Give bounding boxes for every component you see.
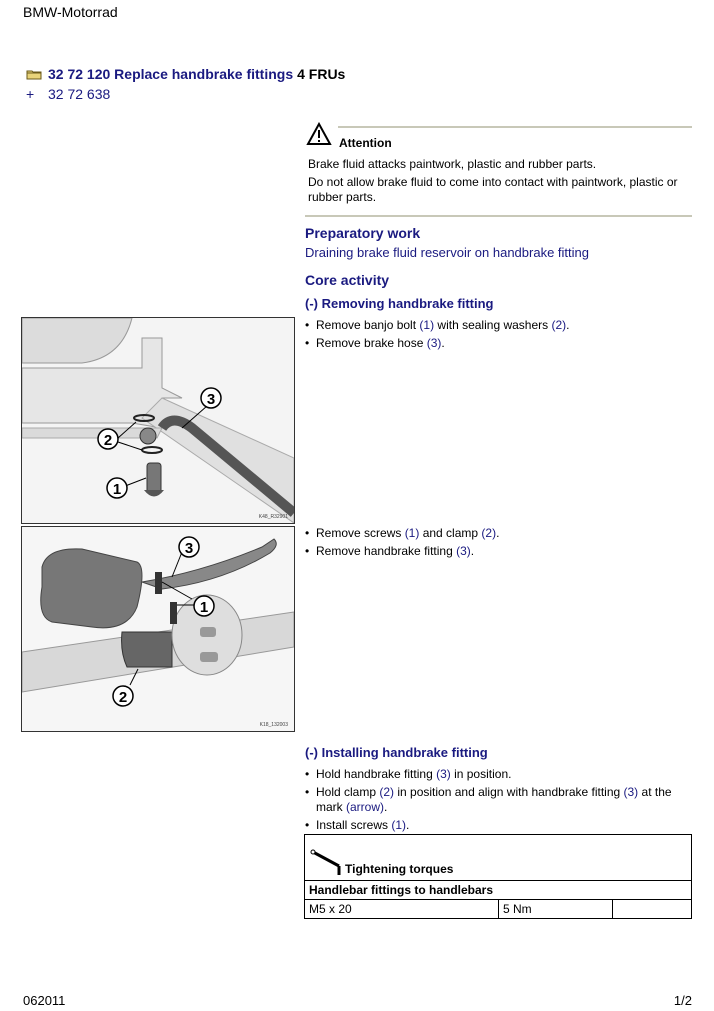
step-text: Remove screws [316,526,405,540]
ref-link[interactable]: (2) [551,318,567,332]
core-heading: Core activity [305,272,390,288]
ref-link[interactable]: (arrow) [346,800,384,814]
callout-3 [179,537,199,557]
expand-plus-icon[interactable]: + [26,86,35,102]
repair-title[interactable] [26,66,345,82]
folder-icon [26,69,42,80]
figure-id: K48_R32901 [258,514,288,520]
ref-link[interactable]: (2) [481,526,497,540]
repair-code-title[interactable]: 32 72 120 Replace handbrake fittings [48,66,294,82]
svg-text:1: 1 [199,599,209,616]
figure-id: K18_132003 [259,722,288,728]
ref-link[interactable]: (1) [391,818,407,832]
step-item [305,785,685,815]
installing-steps [305,767,685,836]
torque-table [304,834,692,919]
ref-link[interactable]: (3) [426,336,442,350]
footer-doc-code: 062011 [23,993,66,1008]
fru-count: 4 FRUs [297,66,346,82]
torque-value: 5 Nm [499,900,613,919]
preparatory-link[interactable]: Draining brake fluid reservoir on handbrake fitting [305,245,589,260]
callout-1 [194,596,214,616]
step-text: Remove brake hose [316,336,427,350]
step-text: Remove handbrake fitting [316,544,457,558]
sub-repair-row[interactable] [26,86,110,102]
warning-triangle-icon [306,122,332,146]
preparatory-heading: Preparatory work [305,225,421,241]
torque-wrench-icon [309,849,349,877]
removing-steps-2 [305,526,685,562]
svg-text:2: 2 [103,432,113,449]
step-item [305,336,685,351]
callout-1 [107,478,127,498]
ref-link[interactable]: (3) [623,785,639,799]
torque-header-cell [305,835,692,881]
step-text: in position. [450,767,512,781]
installing-heading: (-) Installing handbrake fitting [305,745,488,760]
svg-text:1: 1 [112,481,122,498]
callout-2 [113,686,133,706]
ref-link[interactable]: (1) [404,526,420,540]
step-text: Hold clamp [316,785,380,799]
step-item [305,526,685,541]
sub-repair-code[interactable]: 32 72 638 [48,86,111,102]
torque-header-row [305,835,692,881]
attention-title: Attention [339,136,392,150]
step-text: with sealing washers [434,318,552,332]
svg-text:3: 3 [206,391,216,408]
svg-text:3: 3 [184,540,194,557]
attention-bottom-rule [305,215,692,217]
ref-link[interactable]: (3) [436,767,451,781]
callout-3 [201,388,221,408]
figure-banjo-bolt [21,317,295,524]
step-item [305,318,685,333]
ref-link[interactable]: (3) [456,544,471,558]
torque-group-row [305,881,692,900]
brand-header: BMW-Motorrad [23,4,118,20]
attention-line-2: Do not allow brake fluid to come into contact with paintwork, plastic or rubber parts. [308,175,678,204]
step-text: . [566,318,570,332]
torque-title: Tightening torques [345,862,454,876]
step-text: . [470,544,475,558]
callout-2 [98,429,118,449]
step-text: . [496,526,500,540]
ref-link[interactable]: (1) [419,318,435,332]
removing-heading: (-) Removing handbrake fitting [305,296,494,311]
step-text: . [384,800,388,814]
step-text: . [441,336,445,350]
torque-size: M5 x 20 [305,900,499,919]
banjo-bolt-illustration [22,318,294,523]
step-text: . [406,818,410,832]
step-text: and clamp [419,526,482,540]
torque-group: Handlebar fittings to handlebars [305,881,692,900]
step-text: Remove banjo bolt [316,318,420,332]
ref-link[interactable]: (2) [379,785,395,799]
figure-handbrake-clamp [21,526,295,732]
torque-note [613,900,692,919]
step-text: at the mark [316,785,672,814]
table-row [305,900,692,919]
removing-steps-1 [305,318,685,354]
attention-line-1: Brake fluid attacks paintwork, plastic and rubber parts. [308,157,597,171]
step-text: Install screws [316,818,392,832]
footer-page-number: 1/2 [673,993,692,1008]
handbrake-clamp-illustration [22,527,294,731]
attention-top-rule [338,126,692,128]
step-item [305,544,685,559]
svg-text:2: 2 [118,689,128,706]
step-text: in position and align with handbrake fitting [394,785,624,799]
step-item [305,818,685,833]
step-item [305,767,685,782]
step-text: Hold handbrake fitting [316,767,437,781]
